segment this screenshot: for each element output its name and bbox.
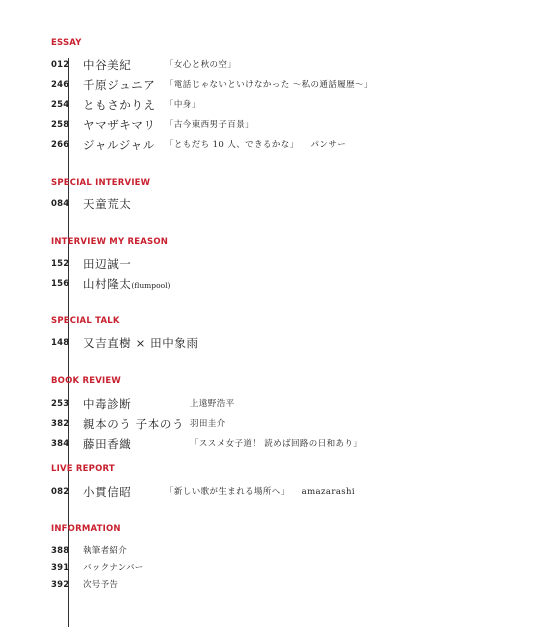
author-name: 千原ジュニア	[83, 78, 156, 92]
toc-entry[interactable]	[51, 544, 550, 558]
entry-name: バックナンバー	[83, 563, 144, 573]
page-number: 012	[51, 60, 70, 70]
author-name: 小貫信昭	[83, 485, 132, 499]
toc-entry[interactable]	[51, 336, 550, 350]
toc-entry[interactable]	[51, 397, 550, 411]
page-number: 254	[51, 100, 70, 110]
author-name: 田辺誠一	[83, 257, 132, 271]
toc-entry[interactable]	[51, 485, 550, 499]
page-number: 392	[51, 580, 70, 590]
entry-name: 中毒診断	[83, 397, 132, 411]
author-name: 又吉直樹 × 田中象雨	[83, 336, 199, 350]
toc-entry[interactable]	[51, 257, 550, 271]
toc-entry[interactable]	[51, 78, 550, 92]
page-number: 246	[51, 80, 70, 90]
entry-author: 羽田圭介	[190, 419, 226, 429]
toc-entry[interactable]	[51, 98, 550, 112]
toc-entry[interactable]	[51, 578, 550, 592]
author-name: ともさかりえ	[83, 98, 156, 112]
entry-title-text: 「ともだち 10 人、できるかな」	[165, 140, 299, 150]
entry-name: 次号予告	[83, 580, 119, 590]
page-number: 384	[51, 439, 70, 449]
author-name: ヤマザキマリ	[83, 118, 156, 132]
page-number: 382	[51, 419, 70, 429]
toc-entry[interactable]	[51, 197, 550, 211]
author-name	[83, 277, 170, 293]
entry-extra-name: パンサー	[310, 140, 347, 150]
entry-title: 「女心と秋の空」	[165, 60, 237, 70]
entry-title-text: 「新しい歌が生まれる場所へ」	[165, 487, 290, 497]
page-number: 156	[51, 279, 70, 289]
entry-title	[165, 138, 346, 152]
entry-author: 上遠野浩平	[190, 399, 235, 409]
toc-entry[interactable]	[51, 118, 550, 132]
author-name: ジャルジャル	[83, 138, 155, 152]
section-heading-essay: ESSAY	[51, 38, 82, 48]
section-heading-special-interview: SPECIAL INTERVIEW	[51, 178, 151, 188]
section-heading-live-report: LIVE REPORT	[51, 464, 115, 474]
entry-extra-name: amazarashi	[301, 487, 356, 497]
entry-title	[165, 485, 355, 499]
toc-entry[interactable]	[51, 561, 550, 575]
section-heading-interview-my-reason: INTERVIEW MY REASON	[51, 237, 169, 247]
entry-name: 親本のう 子本のう	[83, 417, 185, 431]
page-number: 253	[51, 399, 70, 409]
author-name: 天童荒太	[83, 197, 132, 211]
toc-entry[interactable]	[51, 277, 550, 291]
page-number: 148	[51, 338, 70, 348]
section-heading-special-talk: SPECIAL TALK	[51, 316, 120, 326]
section-heading-book-review: BOOK REVIEW	[51, 376, 121, 386]
entry-name: 藤田香織	[83, 437, 132, 451]
entry-title: 「電話じゃないといけなかった ～私の通話履歴～」	[165, 80, 373, 90]
page-number: 391	[51, 563, 70, 573]
author-name-text: 山村隆太	[83, 277, 132, 291]
page-number: 152	[51, 259, 70, 269]
toc-entry[interactable]	[51, 417, 550, 431]
entry-title: 「ススメ女子道！ 読めば回路の日和あり」	[190, 439, 363, 449]
toc-entry[interactable]	[51, 437, 550, 451]
entry-name: 執筆者紹介	[83, 546, 128, 556]
page-number: 258	[51, 120, 70, 130]
page-number: 082	[51, 487, 70, 497]
toc-entry[interactable]	[51, 58, 550, 72]
author-band-note: (flumpool)	[131, 281, 171, 290]
page-number: 084	[51, 199, 70, 209]
page-number: 388	[51, 546, 70, 556]
entry-title: 「中身」	[165, 100, 201, 110]
toc-entry[interactable]	[51, 138, 550, 152]
page-number: 266	[51, 140, 70, 150]
section-heading-information: INFORMATION	[51, 524, 121, 534]
author-name: 中谷美紀	[83, 58, 132, 72]
entry-title: 「古今東西男子百景」	[165, 120, 255, 130]
